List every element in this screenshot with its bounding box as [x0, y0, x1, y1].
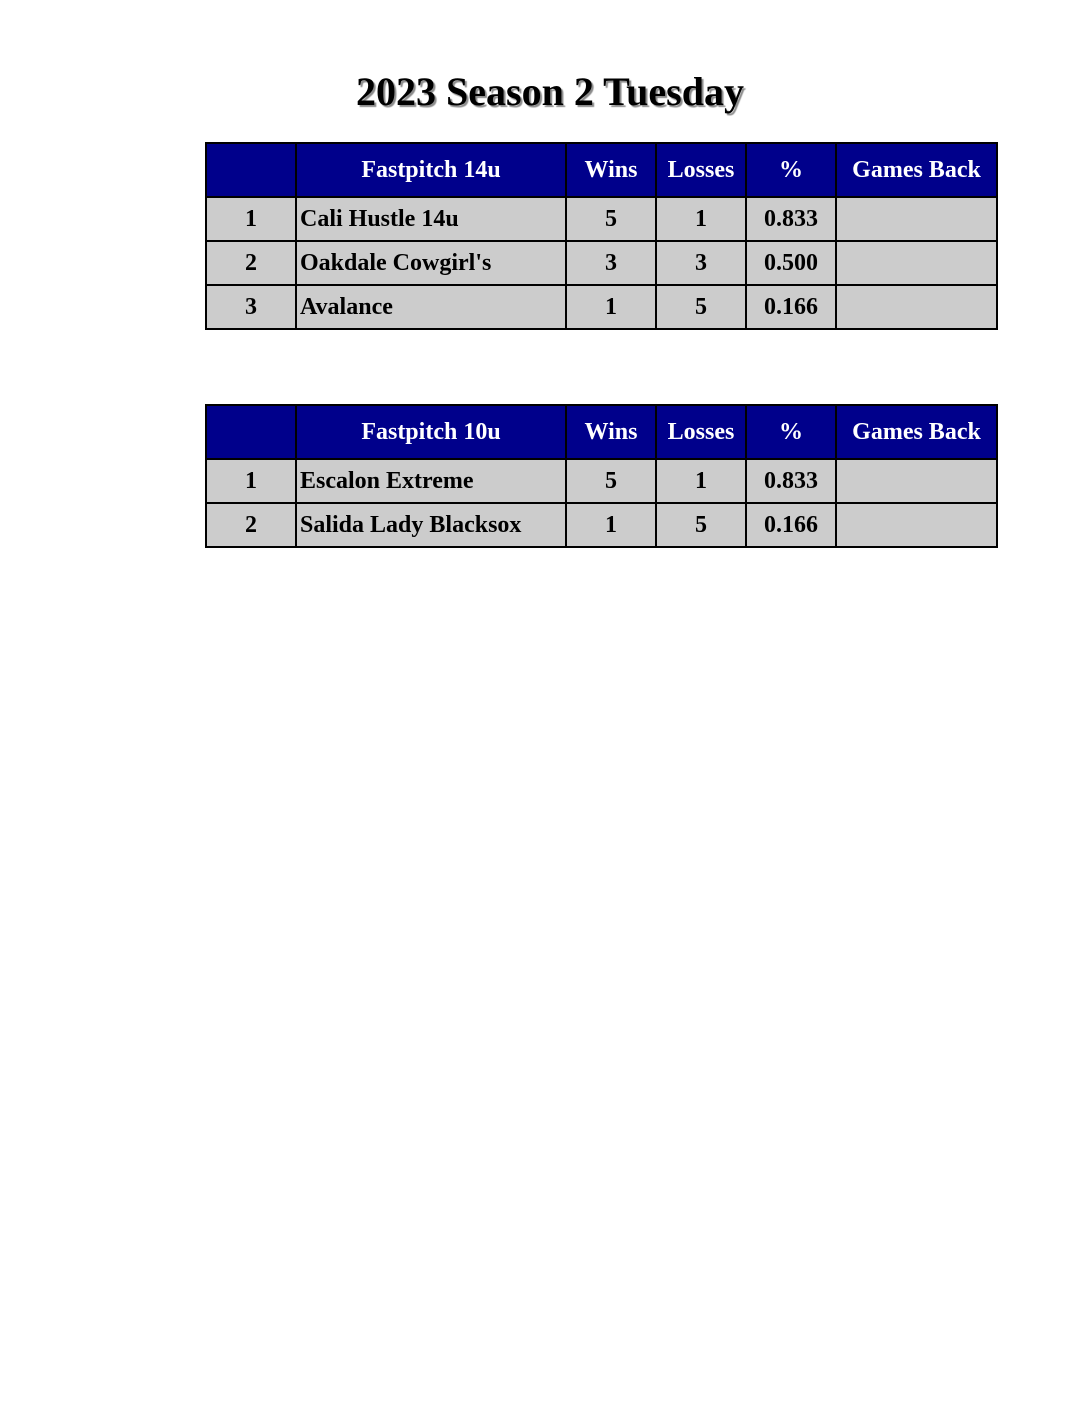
team-cell: Cali Hustle 14u — [296, 197, 566, 241]
losses-header: Losses — [656, 405, 746, 459]
team-cell: Escalon Extreme — [296, 459, 566, 503]
table-row — [206, 241, 997, 285]
losses-cell: 5 — [656, 503, 746, 547]
pct-cell: 0.833 — [746, 197, 836, 241]
losses-header: Losses — [656, 143, 746, 197]
games-back-header: Games Back — [836, 143, 997, 197]
wins-cell: 1 — [566, 503, 656, 547]
table-row — [206, 503, 997, 547]
pct-cell: 0.166 — [746, 503, 836, 547]
wins-cell: 3 — [566, 241, 656, 285]
table-header-row — [206, 143, 997, 197]
table-row — [206, 285, 997, 329]
rank-header — [206, 405, 296, 459]
team-cell: Avalance — [296, 285, 566, 329]
team-cell: Salida Lady Blacksox — [296, 503, 566, 547]
games-back-cell — [836, 459, 997, 503]
losses-cell: 1 — [656, 197, 746, 241]
wins-cell: 5 — [566, 197, 656, 241]
pct-cell: 0.500 — [746, 241, 836, 285]
pct-cell: 0.166 — [746, 285, 836, 329]
wins-cell: 1 — [566, 285, 656, 329]
games-back-cell — [836, 241, 997, 285]
pct-header: % — [746, 143, 836, 197]
standings-table-10u — [205, 404, 998, 548]
games-back-cell — [836, 503, 997, 547]
table-row — [206, 197, 997, 241]
rank-cell: 3 — [206, 285, 296, 329]
wins-header: Wins — [566, 143, 656, 197]
team-cell: Oakdale Cowgirl's — [296, 241, 566, 285]
page-title: 2023 Season 2 Tuesday — [356, 69, 744, 114]
table-header-row — [206, 405, 997, 459]
rank-cell: 1 — [206, 459, 296, 503]
rank-cell: 2 — [206, 503, 296, 547]
rank-header — [206, 143, 296, 197]
games-back-cell — [836, 285, 997, 329]
division-header: Fastpitch 10u — [296, 405, 566, 459]
losses-cell: 5 — [656, 285, 746, 329]
division-header: Fastpitch 14u — [296, 143, 566, 197]
rank-cell: 2 — [206, 241, 296, 285]
losses-cell: 1 — [656, 459, 746, 503]
games-back-header: Games Back — [836, 405, 997, 459]
rank-cell: 1 — [206, 197, 296, 241]
standings-table-14u — [205, 142, 998, 330]
wins-cell: 5 — [566, 459, 656, 503]
table-row — [206, 459, 997, 503]
pct-header: % — [746, 405, 836, 459]
wins-header: Wins — [566, 405, 656, 459]
losses-cell: 3 — [656, 241, 746, 285]
pct-cell: 0.833 — [746, 459, 836, 503]
games-back-cell — [836, 197, 997, 241]
